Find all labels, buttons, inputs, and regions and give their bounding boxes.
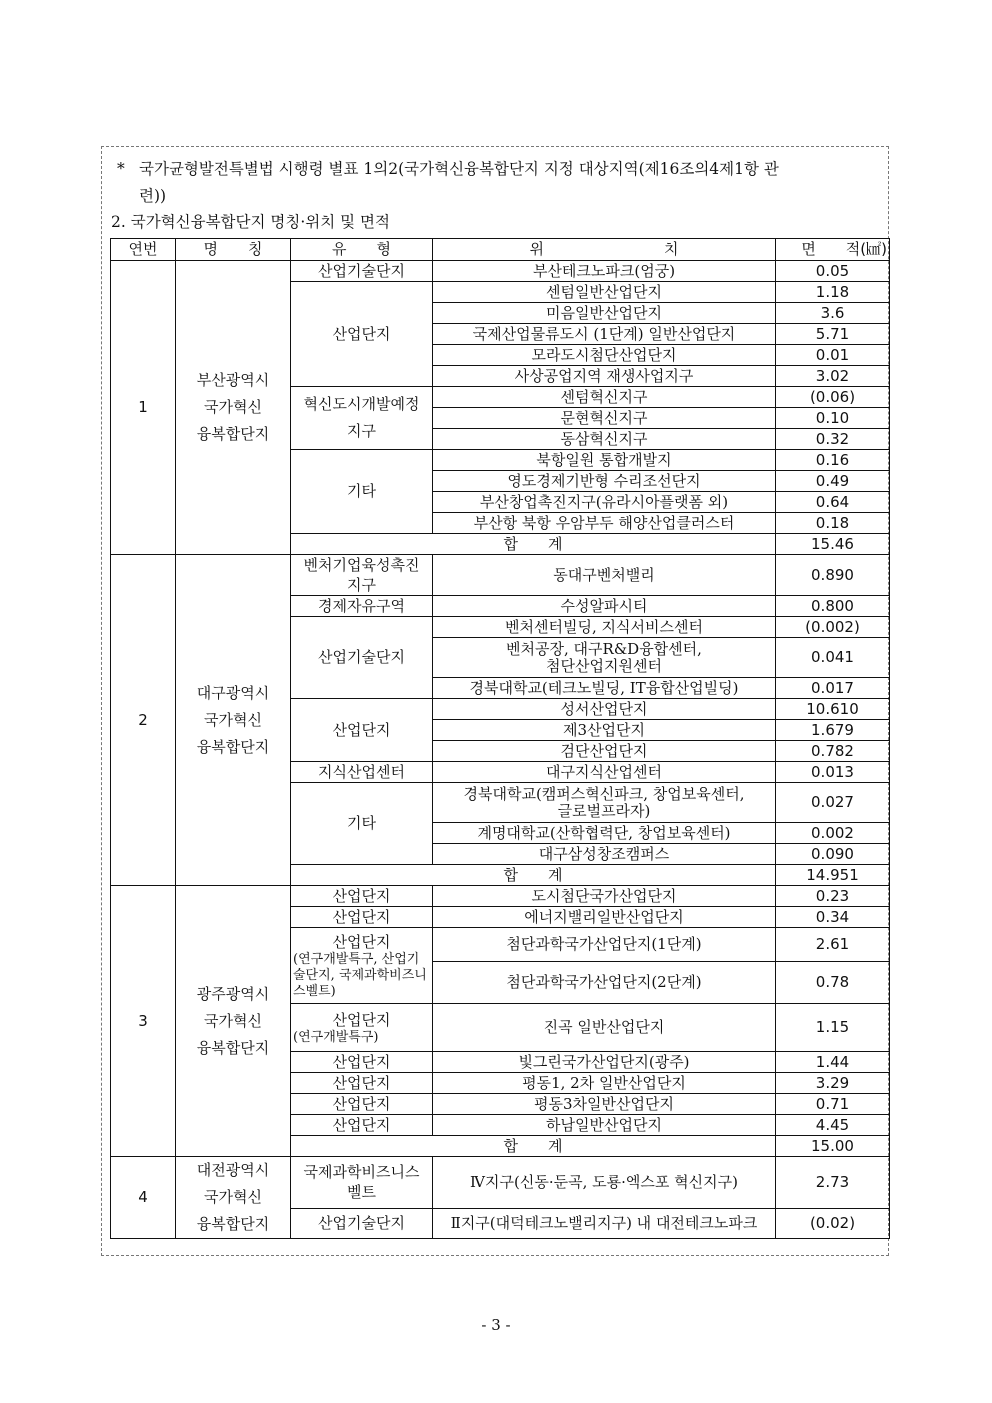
complex-table [110,238,890,1239]
type-cell [291,1208,433,1238]
table-row [111,886,890,907]
location-cell: 사상공업지역 재생사업지구 [433,366,776,387]
type-label: 산업단지 [332,1074,391,1092]
header-name: 명 칭 [176,239,291,261]
type-cell [291,783,433,865]
area-cell: 0.782 [776,741,890,762]
type-label: 산업단지 [332,324,391,343]
location-cell: 평동3차일반산업단지 [433,1094,776,1115]
row-number-cell: 2 [111,555,176,886]
area-cell: 0.16 [776,450,890,471]
area-cell: 2.61 [776,928,890,962]
type-label: 산업기술단지 [318,1214,405,1233]
type-cell [291,450,433,534]
area-cell: 1.15 [776,1004,890,1052]
footnote-line-2: 련)) [139,187,167,205]
location-cell: 부산항 북항 우암부두 해양산업클러스터 [433,513,776,534]
location-cell: 센텀일반산업단지 [433,282,776,303]
table-row [111,261,890,282]
type-cell [291,1004,433,1052]
type-cell [291,907,433,928]
location-cell: 모라도시첨단산업단지 [433,345,776,366]
location-cell: 미음일반산업단지 [433,303,776,324]
footnote-marker: * [117,160,125,178]
area-cell: 0.890 [776,555,890,596]
page-number: - 3 - [481,1316,511,1334]
type-label: 기타 [347,482,376,500]
total-label-cell: 합 계 [291,534,776,555]
type-label: 산업단지 [332,720,391,739]
type-label: 산업단지 [332,932,391,951]
type-cell [291,886,433,907]
location-cell: 벤처공장, 대구R&D융합센터, 첨단산업지원센터 [433,638,776,678]
type-cell [291,1157,433,1209]
area-cell: 0.01 [776,345,890,366]
location-cell: 수성알파시티 [433,596,776,617]
type-cell [291,261,433,282]
section-heading: 2. 국가혁신융복합단지 명칭·위치 및 면적 [111,213,390,231]
type-cell [291,596,433,617]
location-cell: 대구삼성창조캠퍼스 [433,844,776,865]
type-label: 벤처기업육성촉진 지구 [303,556,420,594]
type-cell [291,762,433,783]
area-cell: 0.78 [776,962,890,1004]
type-label: 산업단지 [332,1116,391,1134]
location-cell: 대구지식산업센터 [433,762,776,783]
type-cell [291,617,433,699]
location-cell: 북항일원 통합개발지 [433,450,776,471]
area-cell: 0.23 [776,886,890,907]
area-cell: 3.6 [776,303,890,324]
location-cell: 제3산업단지 [433,720,776,741]
type-label: 경제자유구역 [318,597,405,615]
location-cell: 하남일반산업단지 [433,1115,776,1136]
area-cell: 3.02 [776,366,890,387]
type-cell [291,1094,433,1115]
type-cell [291,1052,433,1073]
location-cell: 문현혁신지구 [433,408,776,429]
location-cell: Ⅳ지구(신동·둔곡, 도룡·엑스포 혁신지구) [433,1157,776,1209]
location-cell: 에너지밸리일반산업단지 [433,907,776,928]
location-cell: 경북대학교(캠퍼스혁신파크, 창업보육센터, 글로벌프라자) [433,783,776,823]
location-cell: 동대구벤처밸리 [433,555,776,596]
area-cell: 0.49 [776,471,890,492]
area-cell: 0.34 [776,907,890,928]
type-label: 산업단지 [332,908,391,926]
area-cell: 0.64 [776,492,890,513]
area-cell: 5.71 [776,324,890,345]
area-cell: 1.44 [776,1052,890,1073]
type-note: (연구개발특구, 산업기술단지, 국제과학비즈니스벨트) [293,951,427,999]
location-cell: 첨단과학국가산업단지(2단계) [433,962,776,1004]
area-cell: 1.18 [776,282,890,303]
area-cell: 4.45 [776,1115,890,1136]
row-number-cell: 1 [111,261,176,555]
complex-name-cell: 부산광역시 국가혁신 융복합단지 [176,261,291,555]
location-cell: 빛그린국가산업단지(광주) [433,1052,776,1073]
type-cell [291,699,433,762]
type-cell [291,928,433,1004]
total-label-cell: 합 계 [291,865,776,886]
table-row [111,1157,890,1209]
type-cell [291,555,433,596]
area-cell: 3.29 [776,1073,890,1094]
table-header-row [111,239,890,261]
type-label: 산업기술단지 [318,648,405,666]
total-value-cell: 15.00 [776,1136,890,1157]
location-cell: 도시첨단국가산업단지 [433,886,776,907]
header-type: 유 형 [291,239,433,261]
location-cell: 계명대학교(산학협력단, 창업보육센터) [433,823,776,844]
area-cell: 0.002 [776,823,890,844]
area-cell: (0.02) [776,1208,890,1238]
type-cell [291,387,433,450]
location-cell: 부산창업촉진지구(유라시아플랫폼 외) [433,492,776,513]
location-cell: Ⅱ지구(대덕테크노밸리지구) 내 대전테크노파크 [433,1208,776,1238]
location-cell: 첨단과학국가산업단지(1단계) [433,928,776,962]
area-cell: 0.800 [776,596,890,617]
complex-name-cell: 대전광역시 국가혁신 융복합단지 [176,1157,291,1239]
location-cell: 경북대학교(테크노빌딩, IT융합산업빌딩) [433,678,776,699]
location-cell: 평동1, 2차 일반산업단지 [433,1073,776,1094]
area-cell: 2.73 [776,1157,890,1209]
type-cell [291,1115,433,1136]
footnote [117,156,883,210]
area-cell: 0.017 [776,678,890,699]
table-row [111,555,890,596]
location-cell: 성서산업단지 [433,699,776,720]
area-cell: 0.32 [776,429,890,450]
type-cell [291,282,433,387]
area-cell: 0.10 [776,408,890,429]
area-cell: (0.002) [776,617,890,638]
location-cell: 동삼혁신지구 [433,429,776,450]
type-label: 산업단지 [332,1053,391,1071]
footnote-line-1: 국가균형발전특별법 시행령 별표 1의2(국가혁신융복합단지 지정 대상지역(제16조의4제1항 관 [139,160,779,178]
area-cell: 0.05 [776,261,890,282]
complex-name-cell: 대구광역시 국가혁신 융복합단지 [176,555,291,886]
complex-name-cell: 광주광역시 국가혁신 융복합단지 [176,886,291,1157]
type-label: 산업단지 [332,887,391,905]
header-no: 연번 [111,239,176,261]
type-label: 산업단지 [332,1095,391,1113]
header-area: 면 적(㎢) [776,239,890,261]
location-cell: 진곡 일반산업단지 [433,1004,776,1052]
location-cell: 검단산업단지 [433,741,776,762]
location-cell: 부산테크노파크(엄궁) [433,261,776,282]
area-cell: 0.71 [776,1094,890,1115]
area-cell: 0.027 [776,783,890,823]
type-label: 혁신도시개발예정 지구 [303,395,420,440]
area-cell: 0.041 [776,638,890,678]
location-cell: 벤처센터빌딩, 지식서비스센터 [433,617,776,638]
type-label: 기타 [347,814,376,832]
total-label-cell: 합 계 [291,1136,776,1157]
row-number-cell: 4 [111,1157,176,1239]
location-cell: 센텀혁신지구 [433,387,776,408]
area-cell: 1.679 [776,720,890,741]
area-cell: 0.013 [776,762,890,783]
total-value-cell: 15.46 [776,534,890,555]
type-note: (연구개발특구) [293,1029,379,1045]
area-cell: 0.090 [776,844,890,865]
type-label: 지식산업센터 [318,763,405,781]
type-label: 산업기술단지 [318,262,405,280]
location-cell: 국제산업물류도시 (1단계) 일반산업단지 [433,324,776,345]
total-value-cell: 14.951 [776,865,890,886]
type-label: 국제과학비즈니스 벨트 [303,1163,420,1202]
area-cell: 10.610 [776,699,890,720]
type-label: 산업단지 [332,1010,391,1029]
area-cell: 0.18 [776,513,890,534]
header-location: 위 치 [433,239,776,261]
location-cell: 영도경제기반형 수리조선단지 [433,471,776,492]
type-cell [291,1073,433,1094]
area-cell: (0.06) [776,387,890,408]
row-number-cell: 3 [111,886,176,1157]
